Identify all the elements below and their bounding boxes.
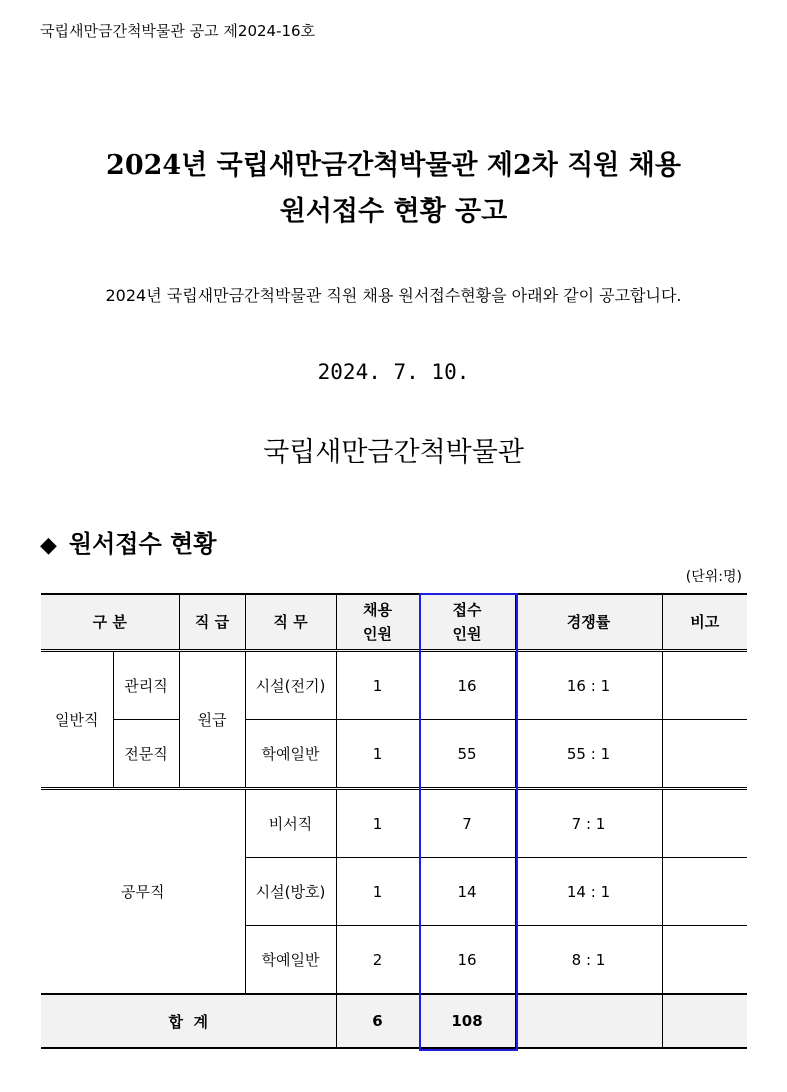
cell-duty: 학예일반 — [245, 720, 336, 789]
intro-text: 2024년 국립새만금간척박물관 직원 채용 원서접수현황을 아래와 같이 공고합니다. — [105, 286, 682, 305]
cell-remarks — [662, 651, 747, 720]
cell-hire: 2 — [336, 926, 419, 995]
application-status-table — [41, 593, 747, 1049]
cell-remarks — [662, 858, 747, 926]
cell-duty: 시설(전기) — [245, 651, 336, 720]
cell-duty: 비서직 — [245, 789, 336, 858]
header-applied-bottom: 인원 — [452, 625, 482, 643]
group-general-grade: 원급 — [179, 651, 245, 789]
header-applied — [419, 594, 515, 651]
header-duty: 직 무 — [245, 594, 336, 651]
notice-date: 2024. 7. 10. — [317, 360, 470, 384]
table-row — [41, 720, 747, 789]
header-hire-top: 채용 — [363, 601, 392, 619]
cell-remarks — [662, 720, 747, 789]
total-remarks — [662, 994, 747, 1048]
total-ratio — [515, 994, 662, 1048]
total-row — [41, 994, 747, 1048]
total-hire: 6 — [336, 994, 419, 1048]
section-title: 원서접수 현황 — [68, 529, 217, 558]
notice-number: 국립새만금간척박물관 공고 제2024-16호 — [40, 22, 316, 40]
page-title-line2: 원서접수 현황 공고 — [279, 196, 508, 227]
cell-duty: 시설(방호) — [245, 858, 336, 926]
group-civil: 공무직 — [41, 789, 245, 995]
unit-label: (단위:명) — [685, 569, 742, 585]
table-row — [41, 651, 747, 720]
cell-hire: 1 — [336, 858, 419, 926]
cell-applied: 16 — [419, 651, 515, 720]
total-applied: 108 — [419, 994, 515, 1048]
cell-hire: 1 — [336, 789, 419, 858]
group-general-sub2: 전문직 — [113, 720, 179, 789]
table-row — [41, 789, 747, 858]
cell-hire: 1 — [336, 651, 419, 720]
header-grade: 직 급 — [179, 594, 245, 651]
cell-remarks — [662, 926, 747, 995]
cell-ratio: 55 : 1 — [515, 720, 662, 789]
group-general: 일반직 — [41, 651, 113, 789]
header-remarks: 비고 — [662, 594, 747, 651]
cell-duty: 학예일반 — [245, 926, 336, 995]
cell-remarks — [662, 789, 747, 858]
cell-applied: 7 — [419, 789, 515, 858]
table-header-row — [41, 594, 747, 651]
cell-ratio: 8 : 1 — [515, 926, 662, 995]
diamond-bullet-icon: ◆ — [40, 532, 57, 558]
header-hire-bottom: 인원 — [363, 625, 392, 643]
cell-ratio: 16 : 1 — [515, 651, 662, 720]
cell-ratio: 7 : 1 — [515, 789, 662, 858]
cell-applied: 14 — [419, 858, 515, 926]
cell-hire: 1 — [336, 720, 419, 789]
header-category: 구 분 — [41, 594, 179, 651]
header-applied-top: 접수 — [452, 601, 482, 619]
section-heading — [40, 524, 216, 559]
organization-name: 국립새만금간척박물관 — [263, 437, 524, 468]
cell-ratio: 14 : 1 — [515, 858, 662, 926]
page-title-line1: 2024년 국립새만금간척박물관 제2차 직원 채용 — [106, 150, 681, 181]
cell-applied: 16 — [419, 926, 515, 995]
header-ratio: 경쟁률 — [515, 594, 662, 651]
total-label: 합 계 — [41, 994, 336, 1048]
header-hire — [336, 594, 419, 651]
group-general-sub1: 관리직 — [113, 651, 179, 720]
cell-applied: 55 — [419, 720, 515, 789]
